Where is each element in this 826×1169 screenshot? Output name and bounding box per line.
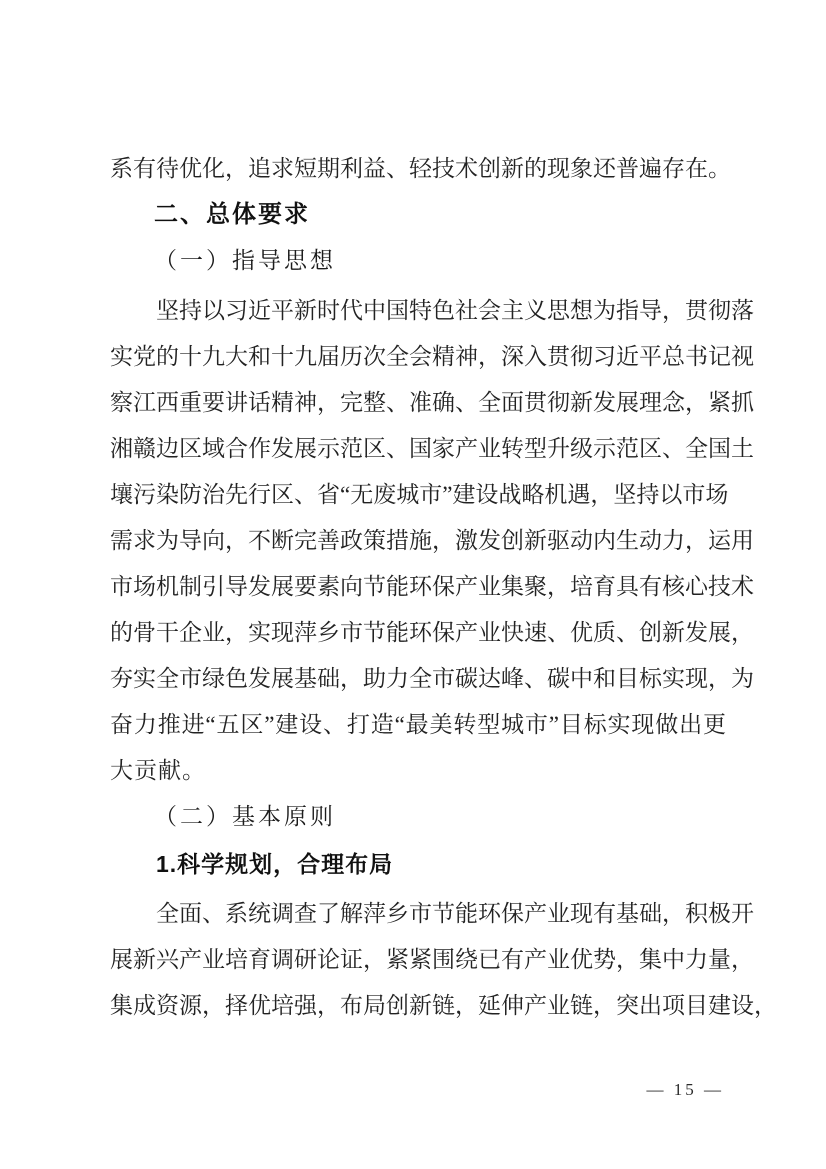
- numbered-heading: 1.科学规划，合理布局: [156, 851, 394, 877]
- paragraph-line: 壤污染防治先行区、省“无废城市”建设战略机遇，坚持以市场: [110, 482, 729, 507]
- paragraph-line: 坚持以习近平新时代中国特色社会主义思想为指导，贯彻落: [156, 298, 754, 323]
- subsection-heading: （一）指导思想: [154, 248, 336, 273]
- paragraph-line: 需求为导向，不断完善政策措施，激发创新驱动内生动力，运用: [110, 528, 754, 553]
- paragraph-line: 奋力推进“五区”建设、打造“最美转型城市”目标实现做出更: [110, 712, 726, 737]
- paragraph-line: 市场机制引导发展要素向节能环保产业集聚，培育具有核心技术: [110, 574, 754, 599]
- document-content: [110, 146, 777, 1029]
- paragraph-line: 的骨干企业，实现萍乡市节能环保产业快速、优质、创新发展，: [110, 620, 754, 645]
- paragraph-line: 实党的十九大和十九届历次全会精神，深入贯彻习近平总书记视: [110, 344, 754, 369]
- paragraph-line: 察江西重要讲话精神，完整、准确、全面贯彻新发展理念，紧抓: [110, 390, 754, 415]
- body-continuation: [110, 146, 731, 192]
- page-number: — 15 —: [646, 1080, 724, 1099]
- paragraph-line: 展新兴产业培育调研论证，紧紧围绕已有产业优势，集中力量，: [110, 947, 754, 972]
- paragraph-line: 夯实全市绿色发展基础，助力全市碳达峰、碳中和目标实现，为: [110, 666, 754, 691]
- paragraph: [110, 891, 777, 1029]
- paragraph-line: 大贡献。: [110, 758, 206, 783]
- paragraph: [110, 288, 754, 794]
- paragraph-line: 湘赣边区域合作发展示范区、国家产业转型升级示范区、全国土: [110, 436, 754, 461]
- paragraph-line: 集成资源，择优培强，布局创新链，延伸产业链，突出项目建设，: [110, 993, 777, 1018]
- subsection-heading: （二）基本原则: [154, 804, 336, 829]
- paragraph-line: 全面、系统调查了解萍乡市节能环保产业现有基础，积极开: [156, 901, 754, 926]
- body-line: 系有待优化，追求短期利益、轻技术创新的现象还普遍存在。: [110, 156, 731, 181]
- section-heading: 二、总体要求: [154, 201, 310, 228]
